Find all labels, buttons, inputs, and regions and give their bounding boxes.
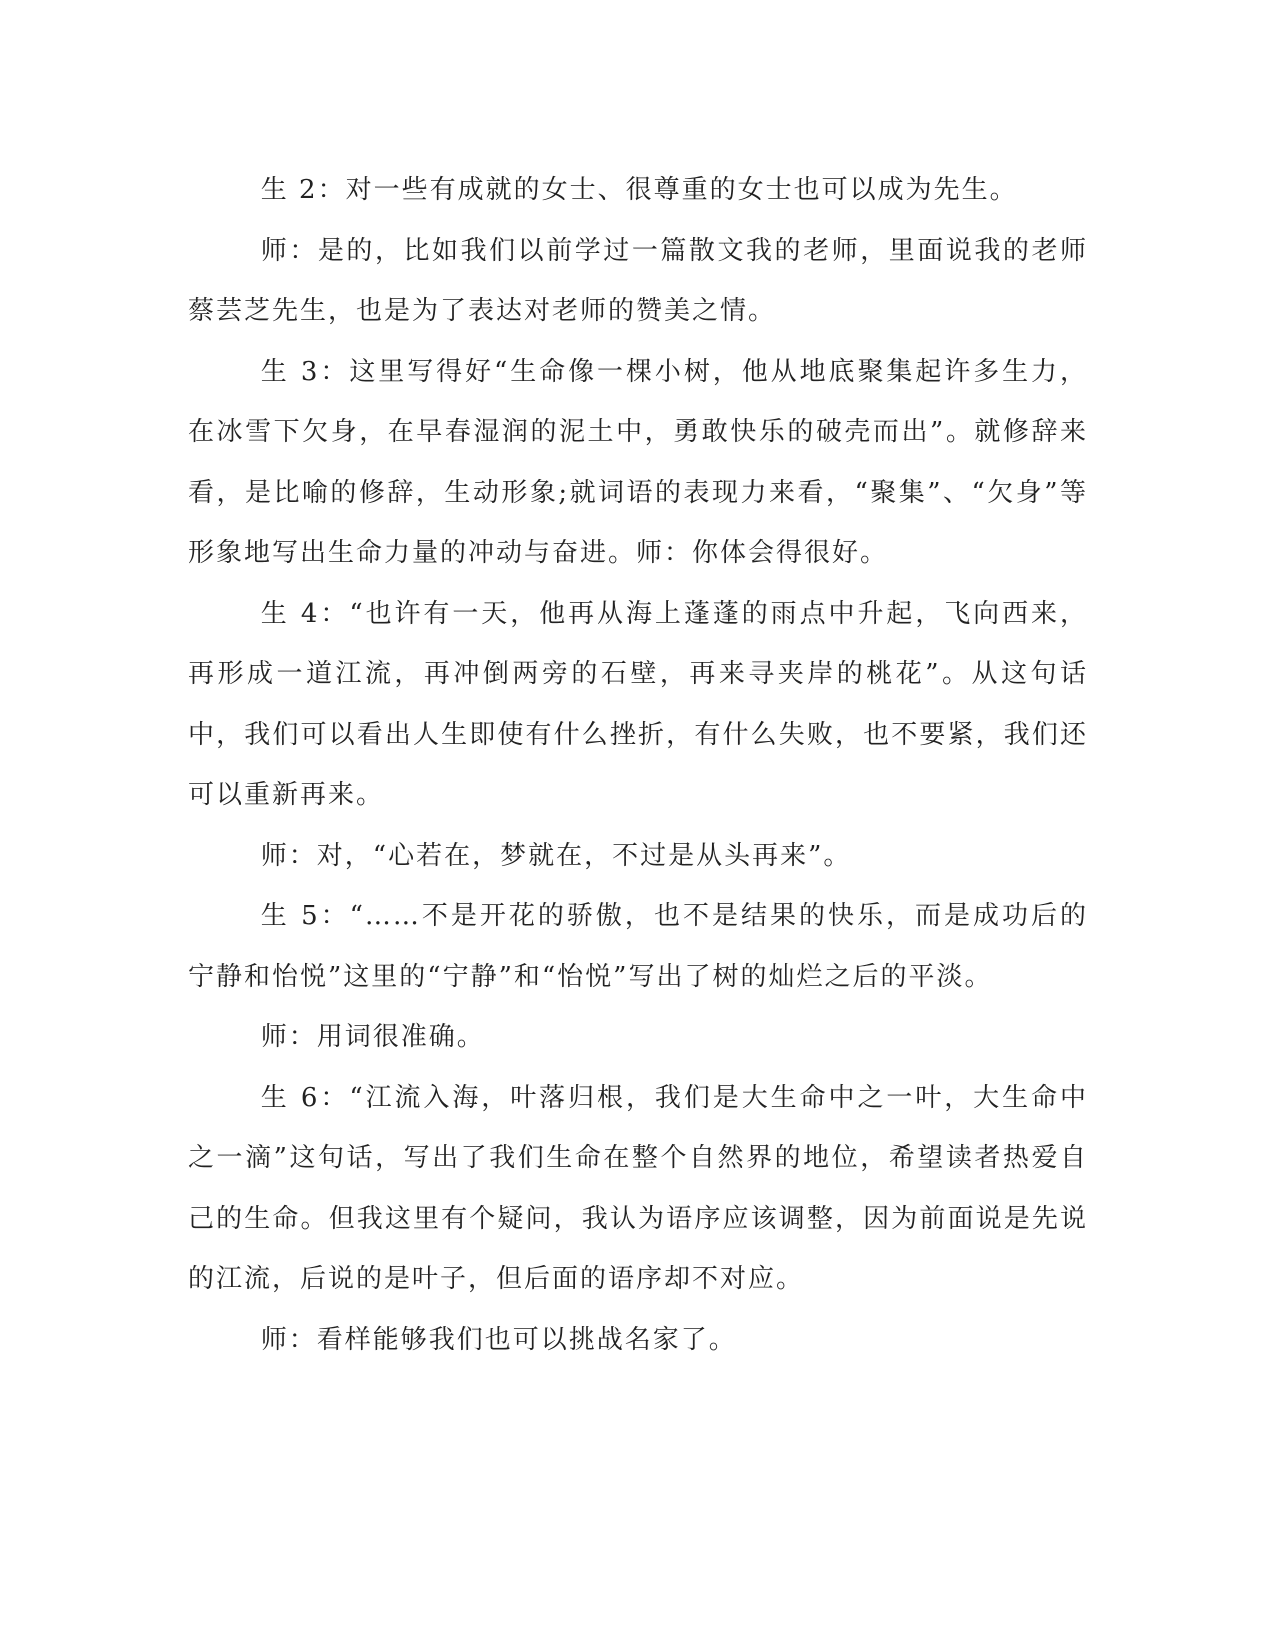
paragraph-teacher-1: 师：是的，比如我们以前学过一篇散文我的老师，里面说我的老师蔡芸芝先生，也是为了表达对老师的赞美之情。 xyxy=(188,235,1088,326)
paragraph-teacher-2: 师：对，“心若在，梦就在，不过是从头再来”。 xyxy=(260,840,852,871)
paragraph-student-6: 生 6：“江流入海，叶落归根，我们是大生命中之一叶，大生命中之一滴”这句话，写出了我们生命在整个自然界的地位，希望读者热爱自己的生命。但我这里有个疑问，我认为语序应该调整，因为前面说是先说的江流，后说的是叶子，但后面的语序却不对应。 xyxy=(188,1082,1088,1294)
paragraph-student-4: 生 4：“也许有一天，他再从海上蓬蓬的雨点中升起，飞向西来，再形成一道江流，再冲倒两旁的石壁，再来寻夹岸的桃花”。从这句话中，我们可以看出人生即使有什么挫折，有什么失败，也不要紧，我们还可以重新再来。 xyxy=(188,598,1088,810)
paragraph-teacher-4: 师：看样能够我们也可以挑战名家了。 xyxy=(260,1324,737,1355)
paragraph-student-5: 生 5：“……不是开花的骄傲，也不是结果的快乐，而是成功后的宁静和怡悦”这里的“宁静”和“怡悦”写出了树的灿烂之后的平淡。 xyxy=(188,901,1088,992)
paragraph-student-3: 生 3：这里写得好“生命像一棵小树，他从地底聚集起许多生力，在冰雪下欠身，在早春湿润的泥土中，勇敢快乐的破壳而出”。就修辞来看，是比喻的修辞，生动形象;就词语的表现力来看，“聚集”、“欠身”等形象地写出生命力量的冲动与奋进。师：你体会得很好。 xyxy=(188,356,1088,568)
document-body xyxy=(188,160,1088,1370)
paragraph-student-2: 生 2：对一些有成就的女士、很尊重的女士也可以成为先生。 xyxy=(260,175,1018,205)
paragraph-teacher-3: 师：用词很准确。 xyxy=(260,1022,485,1052)
